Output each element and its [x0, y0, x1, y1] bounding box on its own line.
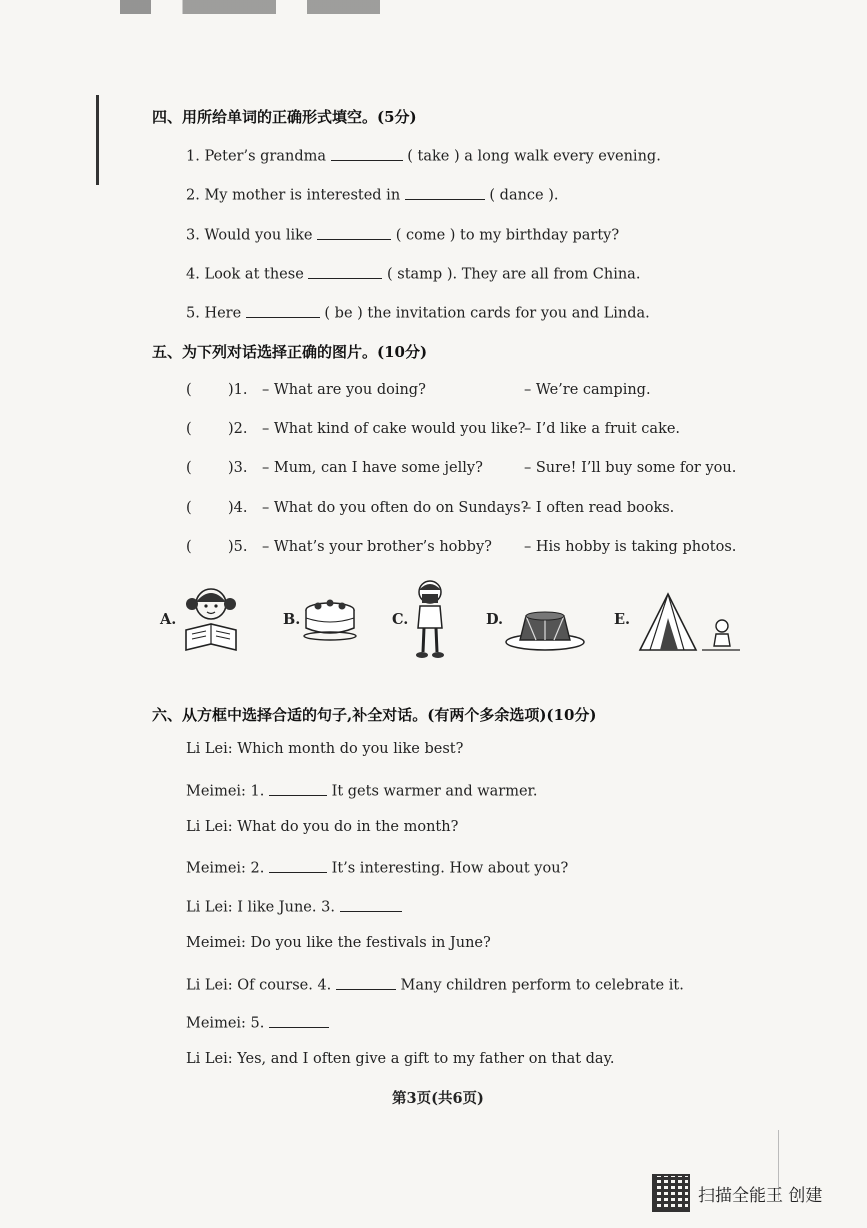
picture-label-e: E. — [614, 611, 631, 628]
s6-blank-2[interactable] — [269, 857, 327, 873]
s6-blank-4[interactable] — [336, 974, 396, 990]
s5-answer-2: – I’d like a fruit cake. — [524, 421, 681, 437]
section4-title: 四、用所给单词的正确形式填空。(5分) — [152, 108, 417, 126]
section5-title: 五、为下列对话选择正确的图片。(10分) — [152, 343, 428, 361]
s6-line-9 — [186, 1051, 614, 1067]
s4-item-3-post: ( come ) to my birthday party? — [395, 227, 620, 244]
s4-item-1 — [186, 145, 661, 165]
s6-line-4-pre: Meimei: 2. — [186, 860, 265, 877]
s4-blank-1[interactable] — [331, 145, 403, 161]
s5-question-3: – Mum, can I have some jelly? — [262, 460, 483, 476]
section6-title: 六、从方框中选择合适的句子,补全对话。(有两个多余选项)(10分) — [152, 706, 597, 724]
s6-line-7 — [186, 974, 684, 994]
s5-question-4: – What do you often do on Sundays? — [262, 500, 529, 516]
s4-item-5-post: ( be ) the invitation cards for you and Linda. — [324, 305, 650, 322]
picture-label-a: A. — [160, 611, 177, 628]
s5-open-paren-1: ( — [186, 382, 192, 398]
s6-line-8 — [186, 1012, 329, 1032]
s5-answer-3: – Sure! I’ll buy some for you. — [524, 460, 737, 476]
jelly-icon — [504, 604, 586, 652]
scanner-text: 扫描全能王 创建 — [698, 1185, 823, 1206]
s5-num-3[interactable]: )3. — [228, 460, 248, 476]
s5-open-paren-5: ( — [186, 539, 192, 555]
picture-label-b: B. — [283, 611, 301, 628]
s4-item-1-post: ( take ) a long walk every evening. — [407, 148, 661, 165]
s4-item-4-pre: 4. Look at these — [186, 266, 304, 283]
s5-answer-1: – We’re camping. — [524, 382, 651, 398]
s6-line-8-pre: Meimei: 5. — [186, 1015, 265, 1032]
s6-line-6 — [186, 935, 491, 951]
margin-bar — [96, 95, 99, 185]
s6-line-3-text: Li Lei: What do you do in the month? — [186, 819, 459, 835]
s5-open-paren-3: ( — [186, 460, 192, 476]
s5-question-5: – What’s your brother’s hobby? — [262, 539, 492, 555]
s6-blank-1[interactable] — [269, 780, 327, 796]
s6-line-6-text: Meimei: Do you like the festivals in June? — [186, 935, 491, 951]
scanner-watermark — [652, 1174, 822, 1212]
s5-num-2[interactable]: )2. — [228, 421, 248, 437]
s6-line-7-post: Many children perform to celebrate it. — [400, 977, 684, 994]
s6-line-9-text: Li Lei: Yes, and I often give a gift to my father on that day. — [186, 1051, 615, 1067]
s6-blank-5[interactable] — [269, 1012, 329, 1028]
s6-line-2 — [186, 780, 538, 800]
s6-blank-3[interactable] — [340, 896, 402, 912]
s4-item-4-post: ( stamp ). They are all from China. — [387, 266, 641, 283]
qr-code-icon — [652, 1174, 690, 1212]
page-number: 第3页(共6页) — [392, 1090, 484, 1107]
s4-blank-4[interactable] — [308, 263, 382, 279]
s4-item-2 — [186, 184, 559, 204]
s5-num-5[interactable]: )5. — [228, 539, 248, 555]
s6-line-5 — [186, 896, 402, 916]
s6-line-3 — [186, 819, 458, 835]
s6-line-4-post: It’s interesting. How about you? — [331, 860, 569, 877]
s4-item-4 — [186, 263, 640, 283]
girl-reading-icon — [180, 582, 242, 654]
s6-line-7-pre: Li Lei: Of course. 4. — [186, 977, 332, 994]
s6-line-5-pre: Li Lei: I like June. 3. — [186, 899, 335, 916]
s6-line-4 — [186, 857, 568, 877]
s4-item-2-post: ( dance ). — [489, 187, 559, 204]
s4-item-2-pre: 2. My mother is interested in — [186, 187, 401, 204]
s4-item-5 — [186, 302, 650, 322]
s4-item-3-pre: 3. Would you like — [186, 227, 313, 244]
s6-line-2-pre: Meimei: 1. — [186, 783, 265, 800]
fruit-cake-icon — [302, 592, 358, 642]
s5-num-1[interactable]: )1. — [228, 382, 248, 398]
s5-open-paren-4: ( — [186, 500, 192, 516]
top-scan-strip — [120, 0, 640, 14]
s4-item-5-pre: 5. Here — [186, 305, 242, 322]
s5-answer-5: – His hobby is taking photos. — [524, 539, 737, 555]
s6-line-1-text: Li Lei: Which month do you like best? — [186, 741, 464, 757]
s4-blank-5[interactable] — [246, 302, 320, 318]
boy-taking-photo-icon — [410, 578, 450, 660]
s4-item-1-pre: 1. Peter’s grandma — [186, 148, 327, 165]
picture-label-d: D. — [486, 611, 504, 628]
s5-num-4[interactable]: )4. — [228, 500, 248, 516]
s4-item-3 — [186, 224, 619, 244]
s6-line-1 — [186, 741, 463, 757]
s6-line-2-post: It gets warmer and warmer. — [331, 783, 538, 800]
s4-blank-3[interactable] — [317, 224, 391, 240]
camping-tent-icon — [632, 588, 742, 656]
s4-blank-2[interactable] — [405, 184, 485, 200]
s5-question-1: – What are you doing? — [262, 382, 426, 398]
s5-question-2: – What kind of cake would you like? — [262, 421, 526, 437]
s5-answer-4: – I often read books. — [524, 500, 675, 516]
s5-open-paren-2: ( — [186, 421, 192, 437]
picture-label-c: C. — [392, 611, 409, 628]
